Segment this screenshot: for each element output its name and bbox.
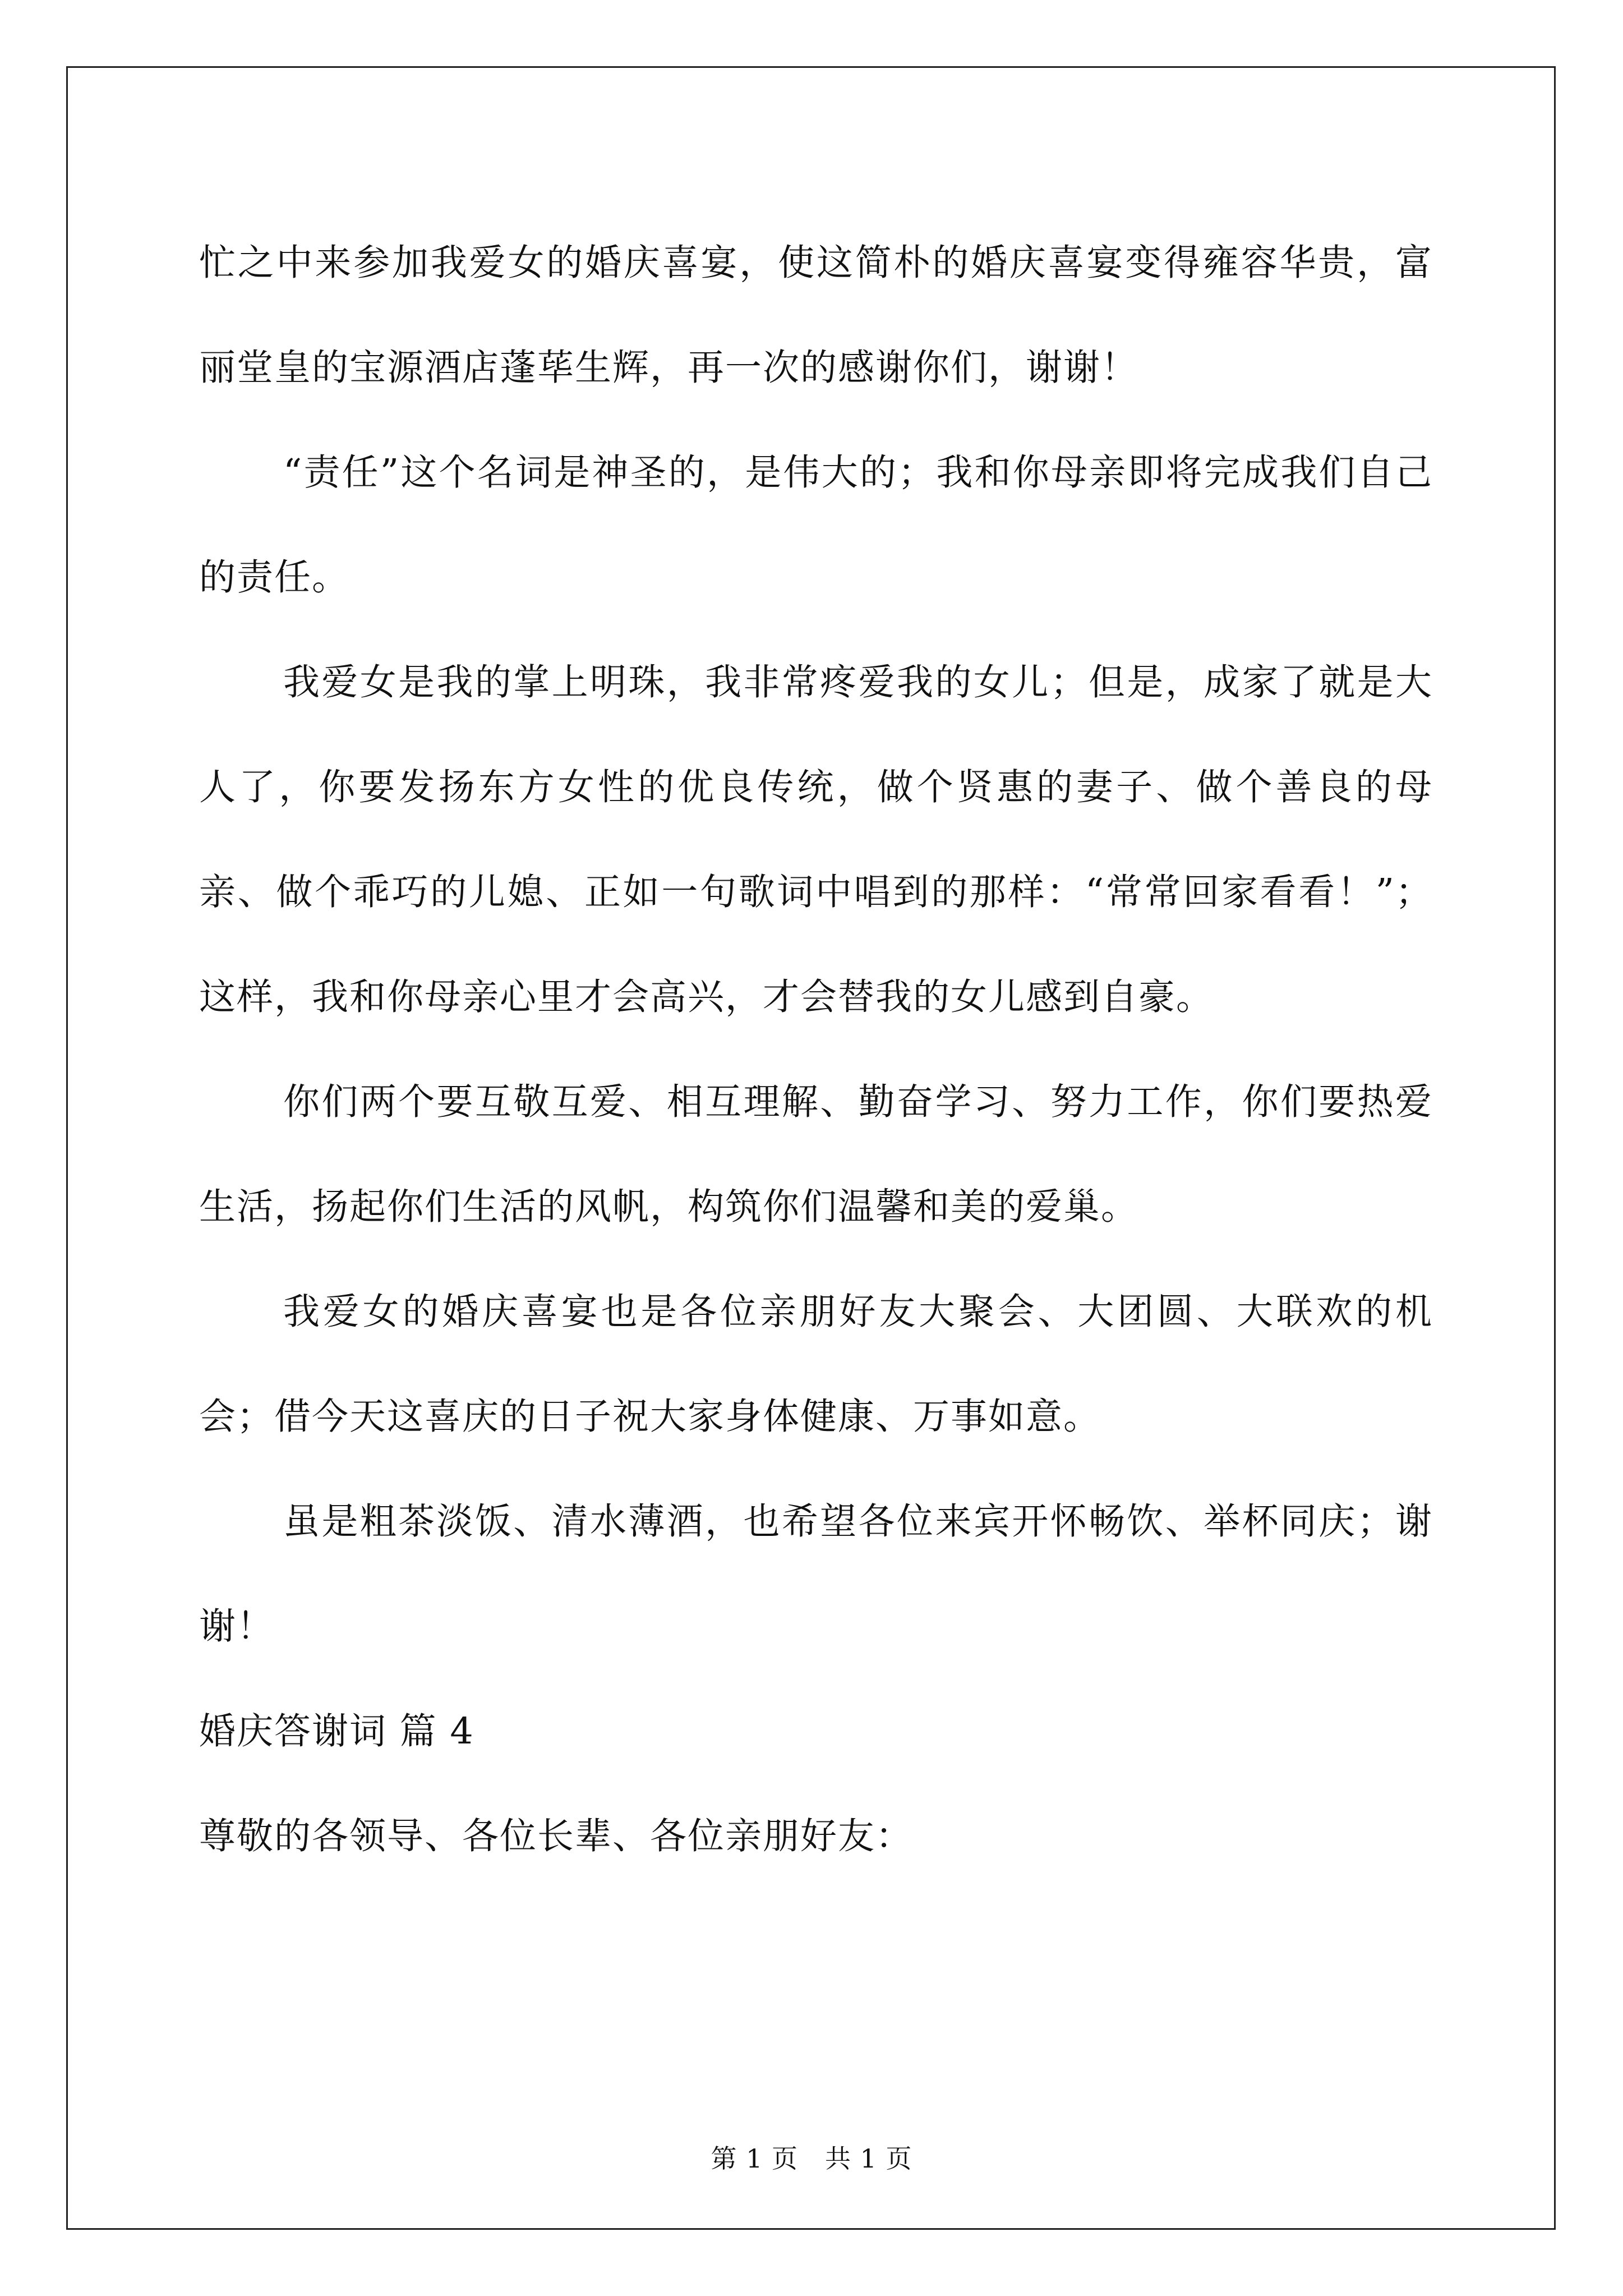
paragraph-toast: 虽是粗茶淡饭、清水薄酒，也希望各位来宾开怀畅饮、举杯同庆；谢谢！: [199, 1501, 1433, 1648]
paragraph-gathering: 我爱女的婚庆喜宴也是各位亲朋好友大聚会、大团圆、大联欢的机会；借今天这喜庆的日子祝大家身体健康、万事如意。: [199, 1291, 1433, 1438]
page-footer: [0, 2142, 1623, 2175]
page-number-total: 共 1 页: [825, 2143, 912, 2174]
paragraph-responsibility: “责任”这个名词是神圣的，是伟大的；我和你母亲即将完成我们自己的责任。: [199, 452, 1433, 599]
paragraph-thanks-continuation: 忙之中来参加我爱女的婚庆喜宴，使这简朴的婚庆喜宴变得雍容华贵，富丽堂皇的宝源酒店蓬荜生辉，再一次的感谢你们，谢谢！: [199, 242, 1433, 389]
section-heading: 婚庆答谢词 篇 4: [199, 1710, 474, 1752]
salutation: 尊敬的各领导、各位长辈、各位亲朋好友：: [199, 1815, 914, 1857]
page-number-current: 第 1 页: [711, 2143, 798, 2174]
paragraph-couple-advice: 你们两个要互敬互爱、相互理解、勤奋学习、努力工作，你们要热爱生活，扬起你们生活的风帆，构筑你们温馨和美的爱巢。: [199, 1081, 1433, 1228]
document-body: [199, 210, 1433, 1889]
paragraph-daughter: 我爱女是我的掌上明珠，我非常疼爱我的女儿；但是，成家了就是大人了，你要发扬东方女性的优良传统，做个贤惠的妻子、做个善良的母亲、做个乖巧的儿媳、正如一句歌词中唱到的那样：“常常回家看看！”；这样，我和你母亲心里才会高兴，才会替我的女儿感到自豪。: [199, 661, 1433, 1018]
